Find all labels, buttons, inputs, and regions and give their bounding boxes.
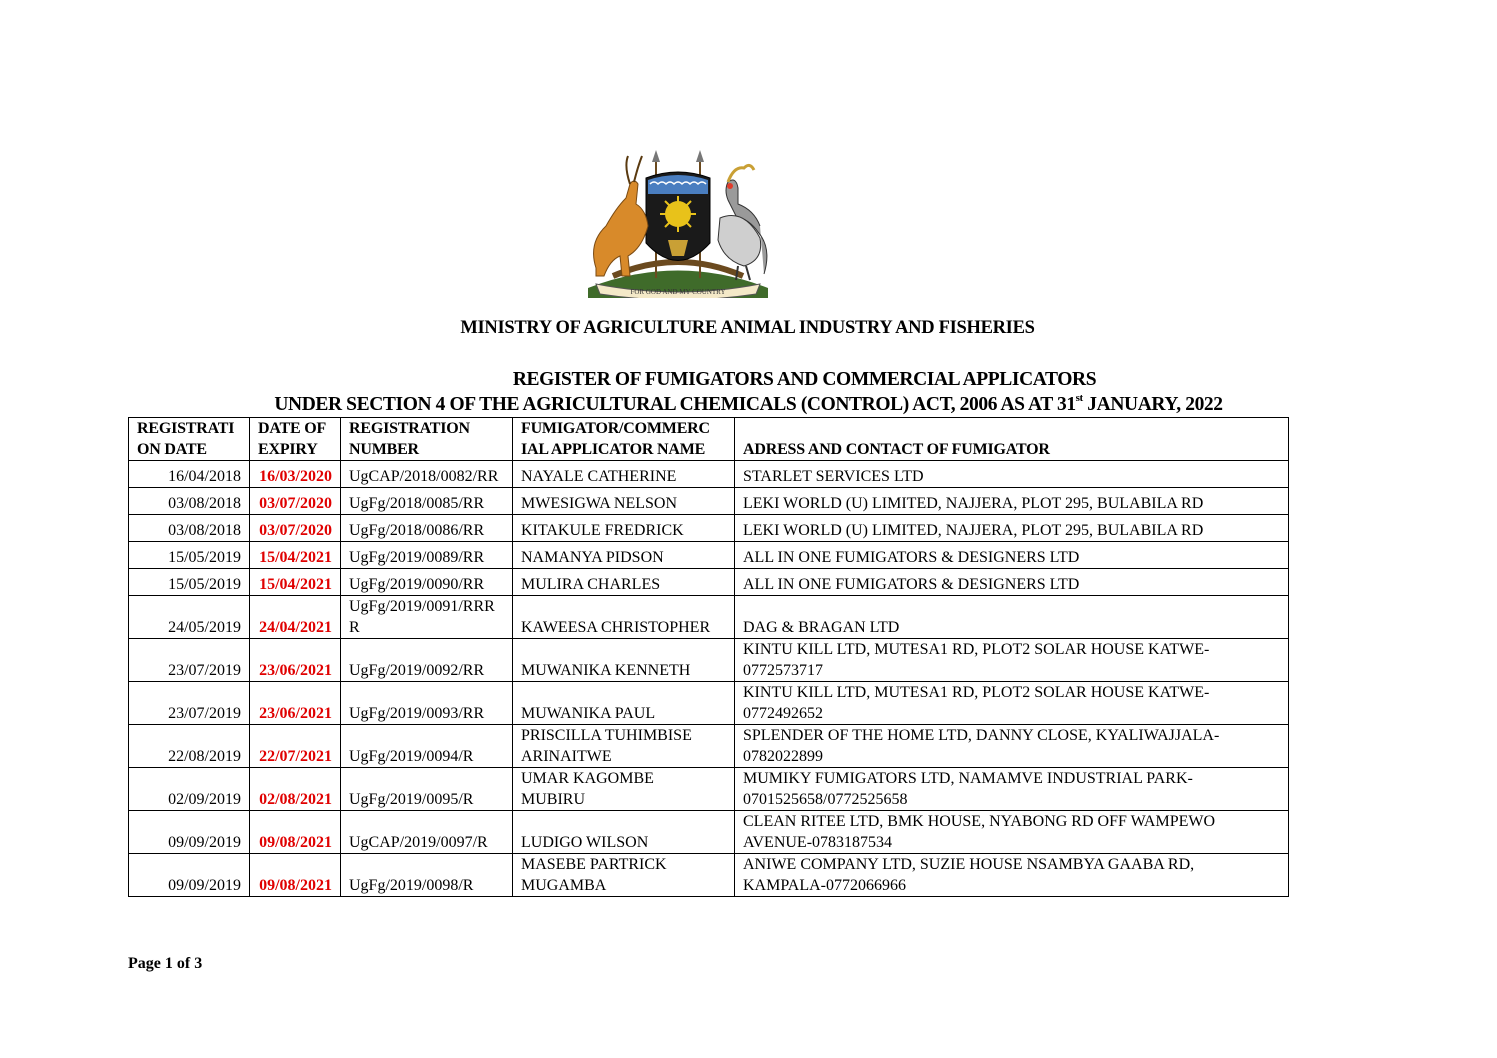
registration-number-cell [341, 569, 513, 596]
applicator-name-cell-line: UMAR KAGOMBE [521, 770, 654, 787]
address-contact-cell [735, 542, 1289, 569]
registration-date-cell: 09/09/2019 [129, 811, 250, 854]
applicator-name-cell-line: MWESIGWA NELSON [521, 495, 677, 512]
registration-number-cell-line: UgFg/2019/0094/R [349, 748, 474, 765]
address-contact-cell-line: SPLENDER OF THE HOME LTD, DANNY CLOSE, KYALIWAJJALA- [743, 727, 1220, 744]
table-row [129, 639, 1289, 682]
applicator-name-cell [513, 569, 735, 596]
address-contact-cell-line: 0782022899 [743, 748, 823, 765]
table-row [129, 768, 1289, 811]
address-contact-cell [735, 596, 1289, 639]
address-contact-cell-line: 0772492652 [743, 705, 823, 722]
address-contact-cell-line: MUMIKY FUMIGATORS LTD, NAMAMVE INDUSTRIAL PARK- [743, 770, 1193, 787]
applicator-name-cell [513, 515, 735, 542]
applicator-name-cell [513, 811, 735, 854]
registration-date-cell: 15/05/2019 [129, 569, 250, 596]
crest-motto: FOR GOD AND MY COUNTRY [630, 288, 726, 296]
registration-number-cell [341, 515, 513, 542]
address-contact-cell-line: KINTU KILL LTD, MUTESA1 RD, PLOT2 SOLAR HOUSE KATWE- [743, 641, 1210, 658]
expiry-date-cell: 09/08/2021 [250, 854, 341, 897]
registration-date-cell: 03/08/2018 [129, 488, 250, 515]
coat-of-arms-emblem [568, 148, 788, 298]
registration-number-cell-line: UgFg/2018/0085/RR [349, 495, 485, 512]
applicator-name-cell-line: LUDIGO WILSON [521, 834, 649, 851]
header-date-of-expiry: DATE OF EXPIRY [250, 418, 341, 461]
register-table [128, 417, 1289, 897]
registration-number-cell [341, 854, 513, 897]
address-contact-cell-line: LEKI WORLD (U) LIMITED, NAJJERA, PLOT 295, BULABILA RD [743, 495, 1204, 512]
expiry-date-cell: 15/04/2021 [250, 542, 341, 569]
table-row [129, 515, 1289, 542]
address-contact-cell [735, 569, 1289, 596]
registration-number-cell-line: UgCAP/2019/0097/R [349, 834, 488, 851]
expiry-date-cell: 23/06/2021 [250, 682, 341, 725]
address-contact-cell [735, 811, 1289, 854]
applicator-name-cell-line: NAMANYA PIDSON [521, 549, 664, 566]
applicator-name-cell-line: ARINAITWE [521, 748, 612, 765]
address-contact-cell [735, 768, 1289, 811]
registration-number-cell [341, 725, 513, 768]
header-registration-number: REGISTRATION NUMBER [341, 418, 513, 461]
applicator-name-cell-line: PRISCILLA TUHIMBISE [521, 727, 692, 744]
applicator-name-cell-line: MUGAMBA [521, 877, 607, 894]
expiry-date-cell: 09/08/2021 [250, 811, 341, 854]
header-registration-date: REGISTRATI ON DATE [129, 418, 250, 461]
applicator-name-cell-line: MUWANIKA PAUL [521, 705, 656, 722]
address-contact-cell [735, 488, 1289, 515]
registration-number-cell-line: UgFg/2019/0093/RR [349, 705, 485, 722]
registration-date-cell: 22/08/2019 [129, 725, 250, 768]
address-contact-cell-line: KINTU KILL LTD, MUTESA1 RD, PLOT2 SOLAR HOUSE KATWE- [743, 684, 1210, 701]
address-contact-cell-line: ALL IN ONE FUMIGATORS & DESIGNERS LTD [743, 576, 1080, 593]
applicator-name-cell-line: MUBIRU [521, 791, 586, 808]
expiry-date-cell: 02/08/2021 [250, 768, 341, 811]
applicator-name-cell [513, 768, 735, 811]
address-contact-cell-line: CLEAN RITEE LTD, BMK HOUSE, NYABONG RD OFF WAMPEWO [743, 813, 1216, 830]
applicator-name-cell-line: KAWEESA CHRISTOPHER [521, 619, 711, 636]
applicator-name-cell-line: NAYALE CATHERINE [521, 468, 677, 485]
address-contact-cell-line: STARLET SERVICES LTD [743, 468, 924, 485]
registration-number-cell-line: UgFg/2019/0090/RR [349, 576, 485, 593]
expiry-date-cell: 03/07/2020 [250, 515, 341, 542]
registration-number-cell [341, 488, 513, 515]
registration-date-cell: 23/07/2019 [129, 639, 250, 682]
address-contact-cell [735, 461, 1289, 488]
address-contact-cell-line: DAG & BRAGAN LTD [743, 619, 900, 636]
registration-number-cell-line: UgFg/2019/0092/RR [349, 662, 485, 679]
ministry-heading: MINISTRY OF AGRICULTURE ANIMAL INDUSTRY AND FISHERIES [460, 318, 1035, 338]
registration-number-cell-line: UgFg/2019/0098/R [349, 877, 474, 894]
table-row [129, 811, 1289, 854]
registration-number-cell-line: UgFg/2019/0091/RRR [349, 598, 495, 615]
registration-date-cell: 15/05/2019 [129, 542, 250, 569]
registration-number-cell-line: UgFg/2019/0095/R [349, 791, 474, 808]
registration-number-cell [341, 811, 513, 854]
address-contact-cell-line: ANIWE COMPANY LTD, SUZIE HOUSE NSAMBYA GAABA RD, [743, 856, 1195, 873]
address-contact-cell-line: KAMPALA-0772066966 [743, 877, 906, 894]
applicator-name-cell [513, 725, 735, 768]
applicator-name-cell [513, 639, 735, 682]
registration-number-cell-line: UgCAP/2018/0082/RR [349, 468, 499, 485]
applicator-name-cell [513, 596, 735, 639]
header-address-contact: ADRESS AND CONTACT OF FUMIGATOR [735, 418, 1289, 461]
applicator-name-cell [513, 682, 735, 725]
registration-number-cell [341, 639, 513, 682]
applicator-name-cell-line: MULIRA CHARLES [521, 576, 661, 593]
expiry-date-cell: 22/07/2021 [250, 725, 341, 768]
table-header-row [129, 418, 1289, 461]
address-contact-cell-line: 0772573717 [743, 662, 823, 679]
registration-date-cell: 24/05/2019 [129, 596, 250, 639]
registration-number-cell-line: UgFg/2019/0089/RR [349, 549, 485, 566]
register-title: REGISTER OF FUMIGATORS AND COMMERCIAL APPLICATORS [512, 369, 1097, 390]
table-row [129, 488, 1289, 515]
registration-number-cell [341, 461, 513, 488]
table-row [129, 596, 1289, 639]
address-contact-cell-line: 0701525658/0772525658 [743, 791, 908, 808]
header-applicator-name: FUMIGATOR/COMMERC IAL APPLICATOR NAME [513, 418, 735, 461]
registration-date-cell: 16/04/2018 [129, 461, 250, 488]
expiry-date-cell: 03/07/2020 [250, 488, 341, 515]
applicator-name-cell-line: KITAKULE FREDRICK [521, 522, 684, 539]
page-number: Page 1 of 3 [128, 955, 203, 972]
registration-date-cell: 09/09/2019 [129, 854, 250, 897]
registration-number-cell [341, 542, 513, 569]
applicator-name-cell [513, 488, 735, 515]
registration-number-cell [341, 596, 513, 639]
table-row [129, 461, 1289, 488]
register-subtitle: UNDER SECTION 4 OF THE AGRICULTURAL CHEMICALS (CONTROL) ACT, 2006 AS AT 31st JANUARY, 2022 [274, 392, 1223, 415]
table-row [129, 682, 1289, 725]
applicator-name-cell [513, 461, 735, 488]
registration-number-cell-line: R [349, 619, 360, 636]
table-row [129, 725, 1289, 768]
expiry-date-cell: 15/04/2021 [250, 569, 341, 596]
address-contact-cell [735, 854, 1289, 897]
address-contact-cell [735, 515, 1289, 542]
address-contact-cell [735, 639, 1289, 682]
address-contact-cell [735, 725, 1289, 768]
registration-date-cell: 02/09/2019 [129, 768, 250, 811]
applicator-name-cell [513, 854, 735, 897]
expiry-date-cell: 16/03/2020 [250, 461, 341, 488]
registration-date-cell: 23/07/2019 [129, 682, 250, 725]
address-contact-cell [735, 682, 1289, 725]
applicator-name-cell-line: MUWANIKA KENNETH [521, 662, 691, 679]
registration-number-cell [341, 768, 513, 811]
registration-date-cell: 03/08/2018 [129, 515, 250, 542]
applicator-name-cell [513, 542, 735, 569]
expiry-date-cell: 24/04/2021 [250, 596, 341, 639]
table-row [129, 542, 1289, 569]
address-contact-cell-line: AVENUE-0783187534 [743, 834, 893, 851]
address-contact-cell-line: ALL IN ONE FUMIGATORS & DESIGNERS LTD [743, 549, 1080, 566]
registration-number-cell-line: UgFg/2018/0086/RR [349, 522, 485, 539]
registration-number-cell [341, 682, 513, 725]
table-row [129, 569, 1289, 596]
address-contact-cell-line: LEKI WORLD (U) LIMITED, NAJJERA, PLOT 295, BULABILA RD [743, 522, 1204, 539]
expiry-date-cell: 23/06/2021 [250, 639, 341, 682]
table-row [129, 854, 1289, 897]
applicator-name-cell-line: MASEBE PARTRICK [521, 856, 667, 873]
